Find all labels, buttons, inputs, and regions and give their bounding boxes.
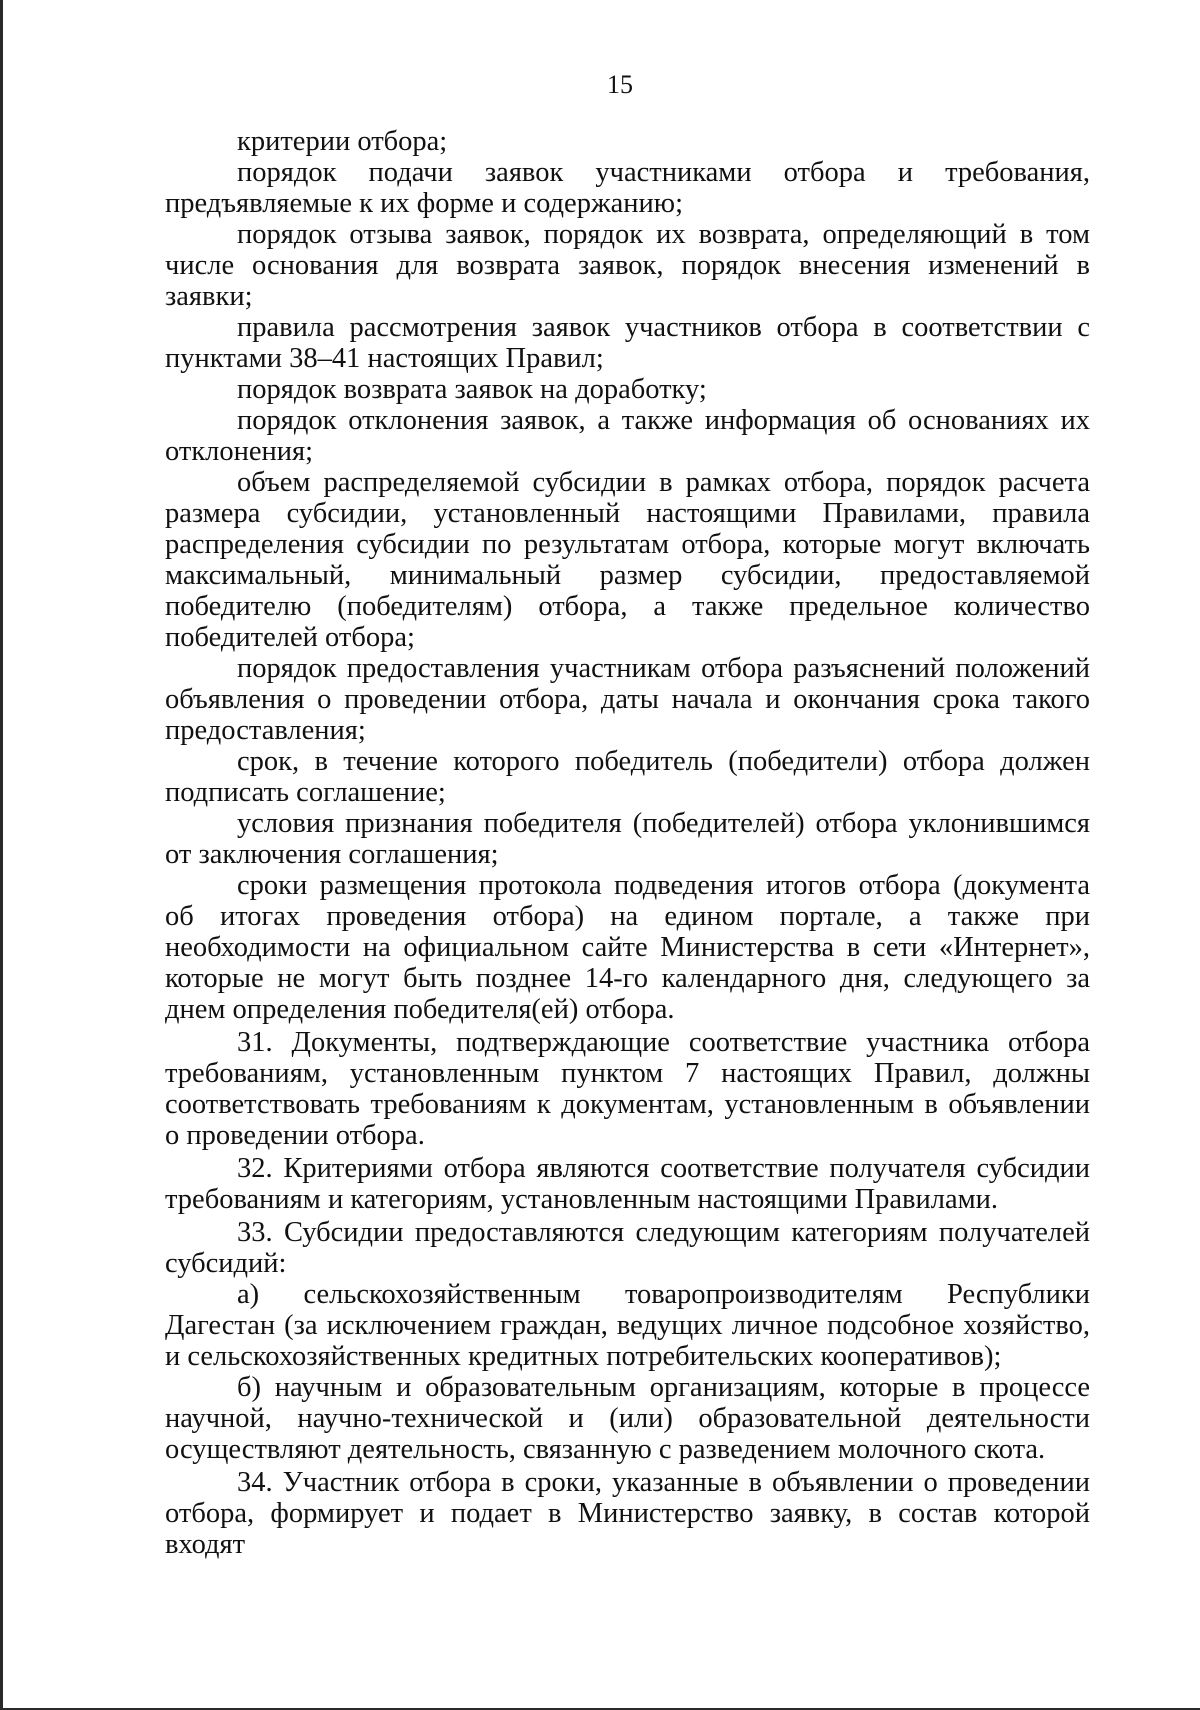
paragraph-application-withdrawal: порядок отзыва заявок, порядок их возврата, определяющий в том числе основания для возврата заявок, порядок внесения изменений в заявки; bbox=[165, 219, 1090, 312]
clause-33: 33. Субсидии предоставляются следующим категориям получателей субсидий: bbox=[165, 1217, 1090, 1279]
paragraph-protocol-publication: сроки размещения протокола подведения итогов отбора (документа об итогах проведения отбора) на едином портале, а также при необходимости на официальном сайте Министерства в сети «Интернет», которые не могут быть позднее 14-го календарного дня, следующего за днем определения победителя(ей) отбора. bbox=[165, 870, 1090, 1025]
clause-32: 32. Критериями отбора являются соответствие получателя субсидии требованиям и категориям, установленным настоящими Правилами. bbox=[165, 1153, 1090, 1215]
paragraph-review-rules: правила рассмотрения заявок участников отбора в соответствии с пунктами 38–41 настоящих Правил; bbox=[165, 312, 1090, 374]
body-text bbox=[165, 126, 1090, 1560]
paragraph-evasion-conditions: условия признания победителя (победителей) отбора уклонившимся от заключения соглашения; bbox=[165, 808, 1090, 870]
page-number: 15 bbox=[607, 70, 633, 99]
paragraph-subsidy-volume: объем распределяемой субсидии в рамках отбора, порядок расчета размера субсидии, установленный настоящими Правилами, правила распределения субсидии по результатам отбора, которые могут включать максимальный, минимальный размер субсидии, предоставляемой победителю (победителям) отбора, а также предельное количество победителей отбора; bbox=[165, 467, 1090, 653]
clause-33-item-a: а) сельскохозяйственным товаропроизводителям Республики Дагестан (за исключением граждан, ведущих личное подсобное хозяйство, и сельскохозяйственных кредитных потребительских кооперативов); bbox=[165, 1279, 1090, 1372]
paragraph-application-procedure: порядок подачи заявок участниками отбора и требования, предъявляемые к их форме и содержанию; bbox=[165, 157, 1090, 219]
clause-33-item-b: б) научным и образовательным организациям, которые в процессе научной, научно-технической и (или) образовательной деятельности осуществляют деятельность, связанную с разведением молочного скота. bbox=[165, 1372, 1090, 1465]
paragraph-selection-criteria: критерии отбора; bbox=[237, 126, 448, 157]
paragraph-rejection-procedure: порядок отклонения заявок, а также информация об основаниях их отклонения; bbox=[165, 405, 1090, 467]
paragraph-return-for-revision: порядок возврата заявок на доработку; bbox=[237, 374, 707, 405]
paragraph-clarifications: порядок предоставления участникам отбора разъяснений положений объявления о проведении отбора, даты начала и окончания срока такого предоставления; bbox=[165, 653, 1090, 746]
clause-34: 34. Участник отбора в сроки, указанные в объявлении о проведении отбора, формирует и подает в Министерство заявку, в состав которой входят bbox=[165, 1467, 1090, 1560]
clause-31: 31. Документы, подтверждающие соответствие участника отбора требованиям, установленным пунктом 7 настоящих Правил, должны соответствовать требованиям к документам, установленным в объявлении о проведении отбора. bbox=[165, 1027, 1090, 1151]
paragraph-agreement-deadline: срок, в течение которого победитель (победители) отбора должен подписать соглашение; bbox=[165, 746, 1090, 808]
scan-edge-left bbox=[0, 0, 3, 1710]
